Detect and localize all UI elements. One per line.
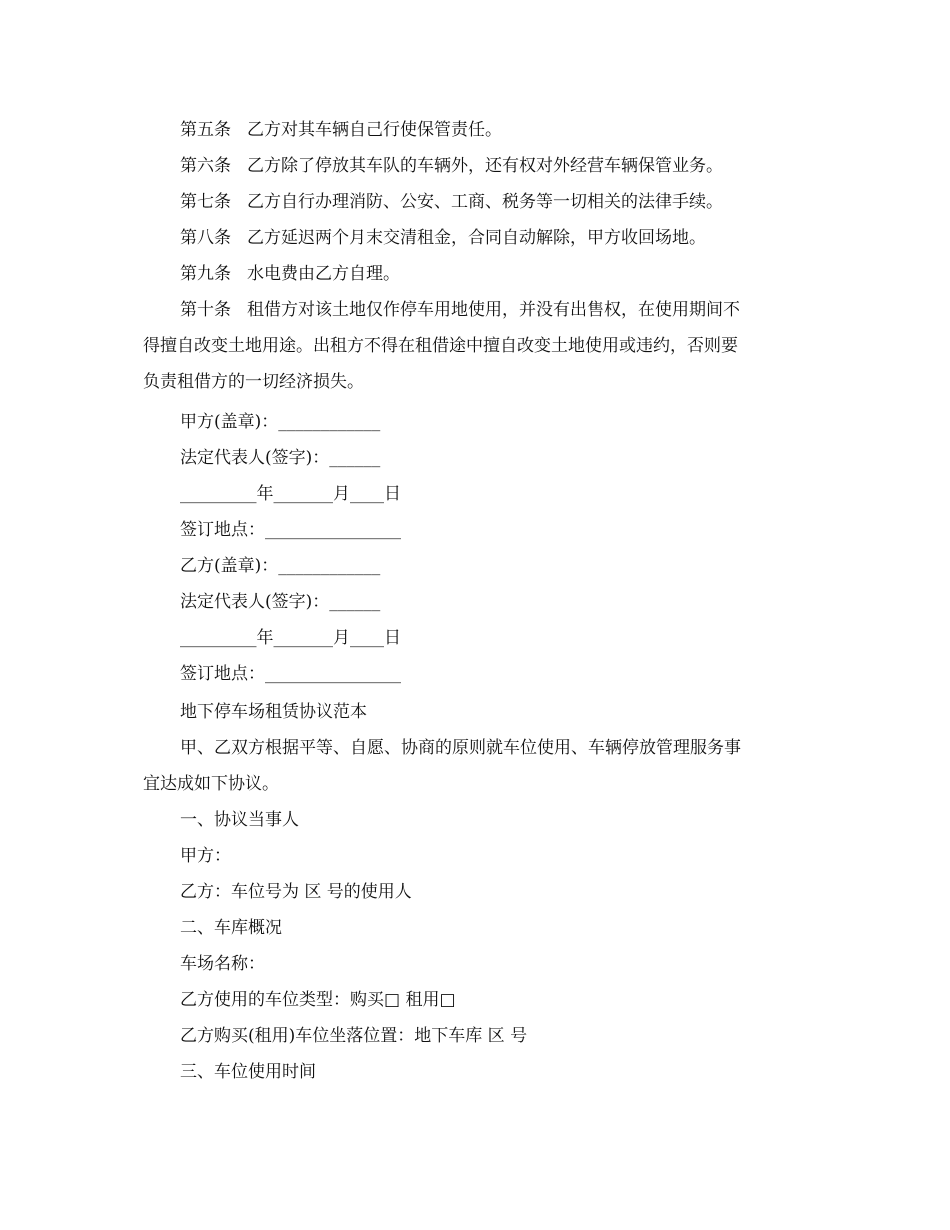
article-7 (180, 191, 840, 213)
party-a-representative: 法定代表人(签字)：______ (180, 448, 381, 468)
doc2-title: 地下停车场租赁协议范本 (180, 702, 367, 722)
article-label: 第七条 (180, 192, 231, 212)
article-label: 第十条 (180, 300, 231, 320)
section-1-heading: 一、协议当事人 (180, 810, 299, 830)
party-a-place: 签订地点：________________ (180, 520, 401, 540)
article-text: 租借方对该土地仅作停车用地使用，并没有出售权，在使用期间不 (247, 300, 740, 320)
article-label: 第六条 (180, 156, 231, 176)
article-6 (180, 155, 840, 177)
article-label: 第五条 (180, 120, 231, 140)
party-b-seal: 乙方(盖章)：____________ (180, 556, 381, 576)
article-text: 乙方对其车辆自己行使保管责任。 (247, 120, 502, 140)
party-a-line: 甲方： (180, 846, 231, 866)
section-3-heading: 三、车位使用时间 (180, 1062, 316, 1082)
doc2-intro-continuation: 宜达成如下协议。 (143, 774, 279, 794)
article-9 (180, 263, 840, 285)
article-text: 乙方自行办理消防、公安、工商、税务等一切相关的法律手续。 (247, 192, 723, 212)
article-label: 第八条 (180, 228, 231, 248)
article-text: 乙方除了停放其车队的车辆外，还有权对外经营车辆保管业务。 (247, 156, 723, 176)
doc2-intro: 甲、乙双方根据平等、自愿、协商的原则就车位使用、车辆停放管理服务事 (180, 738, 741, 758)
article-10-continuation: 得擅自改变土地用途。出租方不得在租借途中擅自改变土地使用或违约，否则要 (143, 336, 738, 356)
party-a-date: _________年_______月____日 (180, 484, 401, 504)
article-text: 水电费由乙方自理。 (247, 264, 400, 284)
section-2-heading: 二、车库概况 (180, 918, 282, 938)
article-text: 乙方延迟两个月末交清租金，合同自动解除，甲方收回场地。 (247, 228, 706, 248)
space-type-line: 乙方使用的车位类型：购买□ 租用□ (180, 990, 456, 1010)
lot-name-line: 车场名称： (180, 954, 265, 974)
space-location-line: 乙方购买(租用)车位坐落位置：地下车库 区 号 (180, 1026, 528, 1046)
party-b-line: 乙方：车位号为 区 号的使用人 (180, 882, 412, 902)
party-b-date: _________年_______月____日 (180, 628, 401, 648)
party-b-place: 签订地点：________________ (180, 664, 401, 684)
article-10-continuation: 负责租借方的一切经济损失。 (143, 372, 364, 392)
article-5 (180, 119, 840, 141)
party-b-representative: 法定代表人(签字)：______ (180, 592, 381, 612)
party-a-seal: 甲方(盖章)：____________ (180, 412, 381, 432)
article-label: 第九条 (180, 264, 231, 284)
article-10 (180, 299, 840, 321)
article-8 (180, 227, 840, 249)
